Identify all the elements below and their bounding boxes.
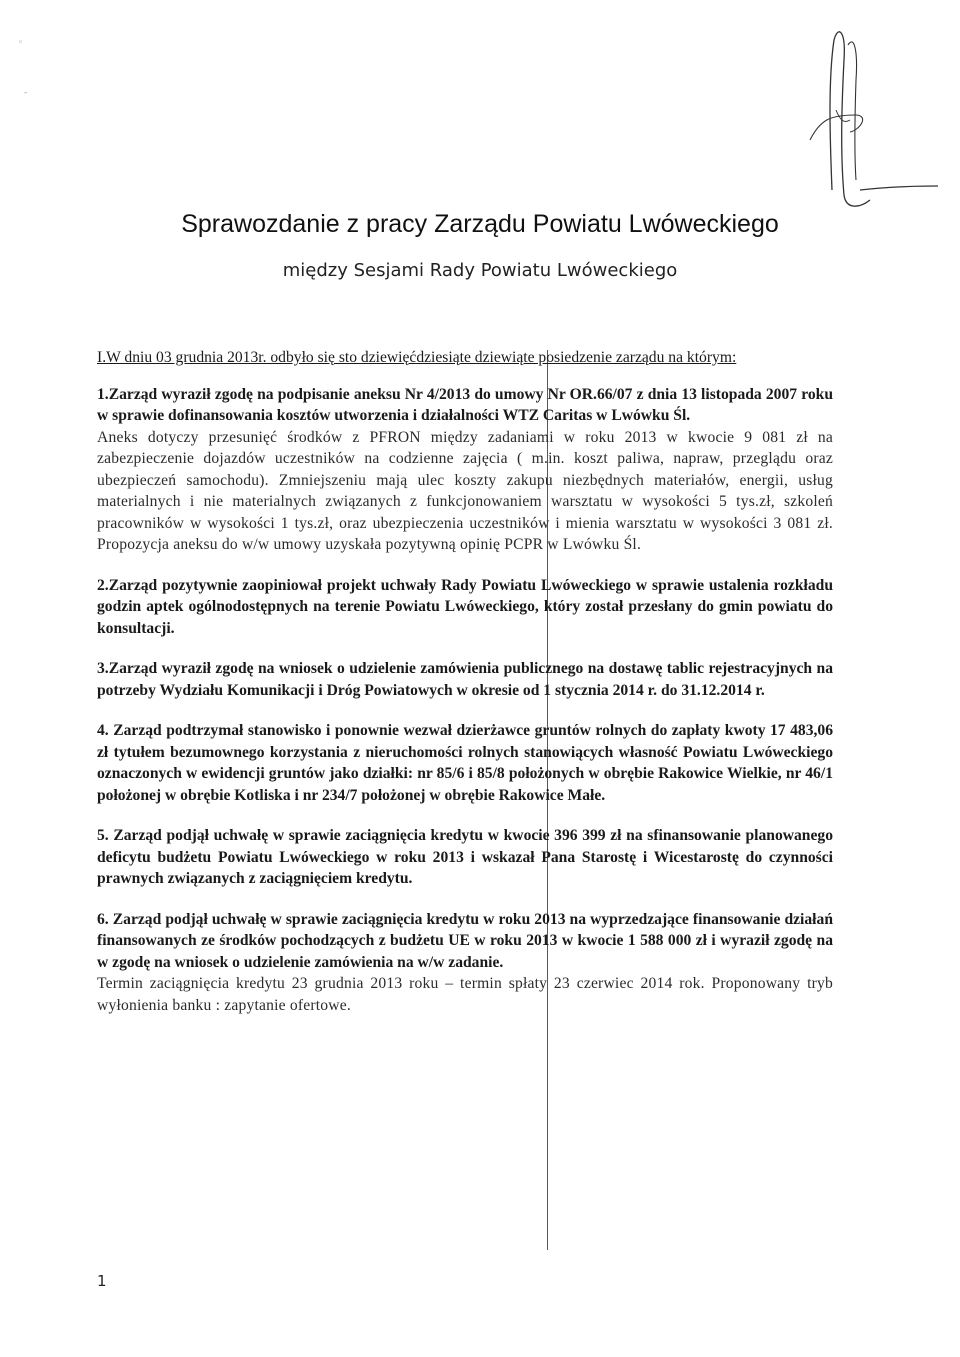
- item-2-decision: 2.Zarząd pozytywnie zaopiniował projekt uchwały Rady Powiatu Lwóweckiego w sprawie ustalenia rozkładu godzin aptek ogólnodostępnych na terenie Powiatu Lwóweckiego, który został przesłany do gmin powiatu do konsultacji.: [97, 576, 833, 637]
- report-body: [97, 347, 833, 1016]
- item-6-details: Termin zaciągnięcia kredytu 23 grudnia 2013 roku – termin spłaty 23 czerwiec 2014 rok. Proponowany tryb wyłonienia banku : zapytanie ofertowe.: [97, 975, 833, 1014]
- item-6-decision: 6. Zarząd podjął uchwałę w sprawie zaciągnięcia kredytu w roku 2013 na wyprzedzające finansowanie działań finansowanych ze środków pochodzących z budżetu UE w roku 2013 w kwocie 1 588 000 zł i wyraził zgodę na w zgodę na wniosek o udzielenie zamówienia na w/w zadanie.: [97, 910, 833, 971]
- scan-speck: -: [24, 88, 28, 98]
- handwritten-signature: [800, 20, 940, 220]
- item-1-details: Aneks dotyczy przesunięć środków z PFRON między zadaniami w roku 2013 w kwocie 9 081 zł na zabezpieczenie dojazdów uczestników na codzienne zajęcia ( m.in. koszt paliwa, napraw, przeglądu oraz ubezpieczeń samochodu). Zmniejszeniu mają ulec koszty zakupu niezbędnych materiałów, energii, usług materialnych i nie materialnych związanych z funkcjonowaniem warsztatu w wysokości 5 tys.zł, szkoleń pracowników w wysokości 1 tys.zł, oraz ubezpieczenia uczestników i mienia warsztatu w wysokości 3 081 zł. Propozycja aneksu do w/w umowy uzyskała pozytywną opinię PCPR w Lwówku Śl.: [97, 428, 833, 553]
- item-4-decision: 4. Zarząd podtrzymał stanowisko i ponownie wezwał dzierżawce gruntów rolnych do zapłaty kwoty 17 483,06 zł tytułem bezumownego korzystania z nieruchomości rolnych stanowiących własność Powiatu Lwóweckiego oznaczonych w ewidencji gruntów jako działki: nr 85/6 i 85/8 położonych w obrębie Rakowice Wielkie, nr 46/1 położonej w obrębie Kotliska i nr 234/7 położonej w obrębie Rakowice Małe.: [97, 722, 833, 804]
- page-subtitle: między Sesjami Rady Powiatu Lwóweckiego: [282, 260, 678, 281]
- scan-speck: ◦: [18, 38, 24, 48]
- item-5-decision: 5. Zarząd podjął uchwałę w sprawie zaciągnięcia kredytu w kwocie 396 399 zł na sfinansowanie planowanego deficytu budżetu Powiatu Lwóweckiego w roku 2013 i wskazał Pana Starostę i Wicestarostę do czynności prawnych związanych z zaciągnięciem kredytu.: [97, 827, 833, 887]
- item-3-decision: 3.Zarząd wyraził zgodę na wniosek o udzielenie zamówienia publicznego na dostawę tablic rejestracyjnych na potrzeby Wydziału Komunikacji i Dróg Powiatowych w okresie od 1 stycznia 2014 r. do 31.12.2014 r.: [97, 660, 833, 699]
- item-1-decision: 1.Zarząd wyraził zgodę na podpisanie aneksu Nr 4/2013 do umowy Nr OR.66/07 z dnia 13 listopada 2007 roku w sprawie dofinansowania kosztów utworzenia i działalności WTZ Caritas w Lwówku Śl.: [97, 385, 833, 424]
- session-heading: I.W dniu 03 grudnia 2013r. odbyło się sto dziewięćdziesiąte dziewiąte posiedzenie zarządu na którym:: [97, 349, 737, 366]
- page-number: 1: [97, 1272, 107, 1290]
- page-title: Sprawozdanie z pracy Zarządu Powiatu Lwóweckiego: [181, 210, 779, 238]
